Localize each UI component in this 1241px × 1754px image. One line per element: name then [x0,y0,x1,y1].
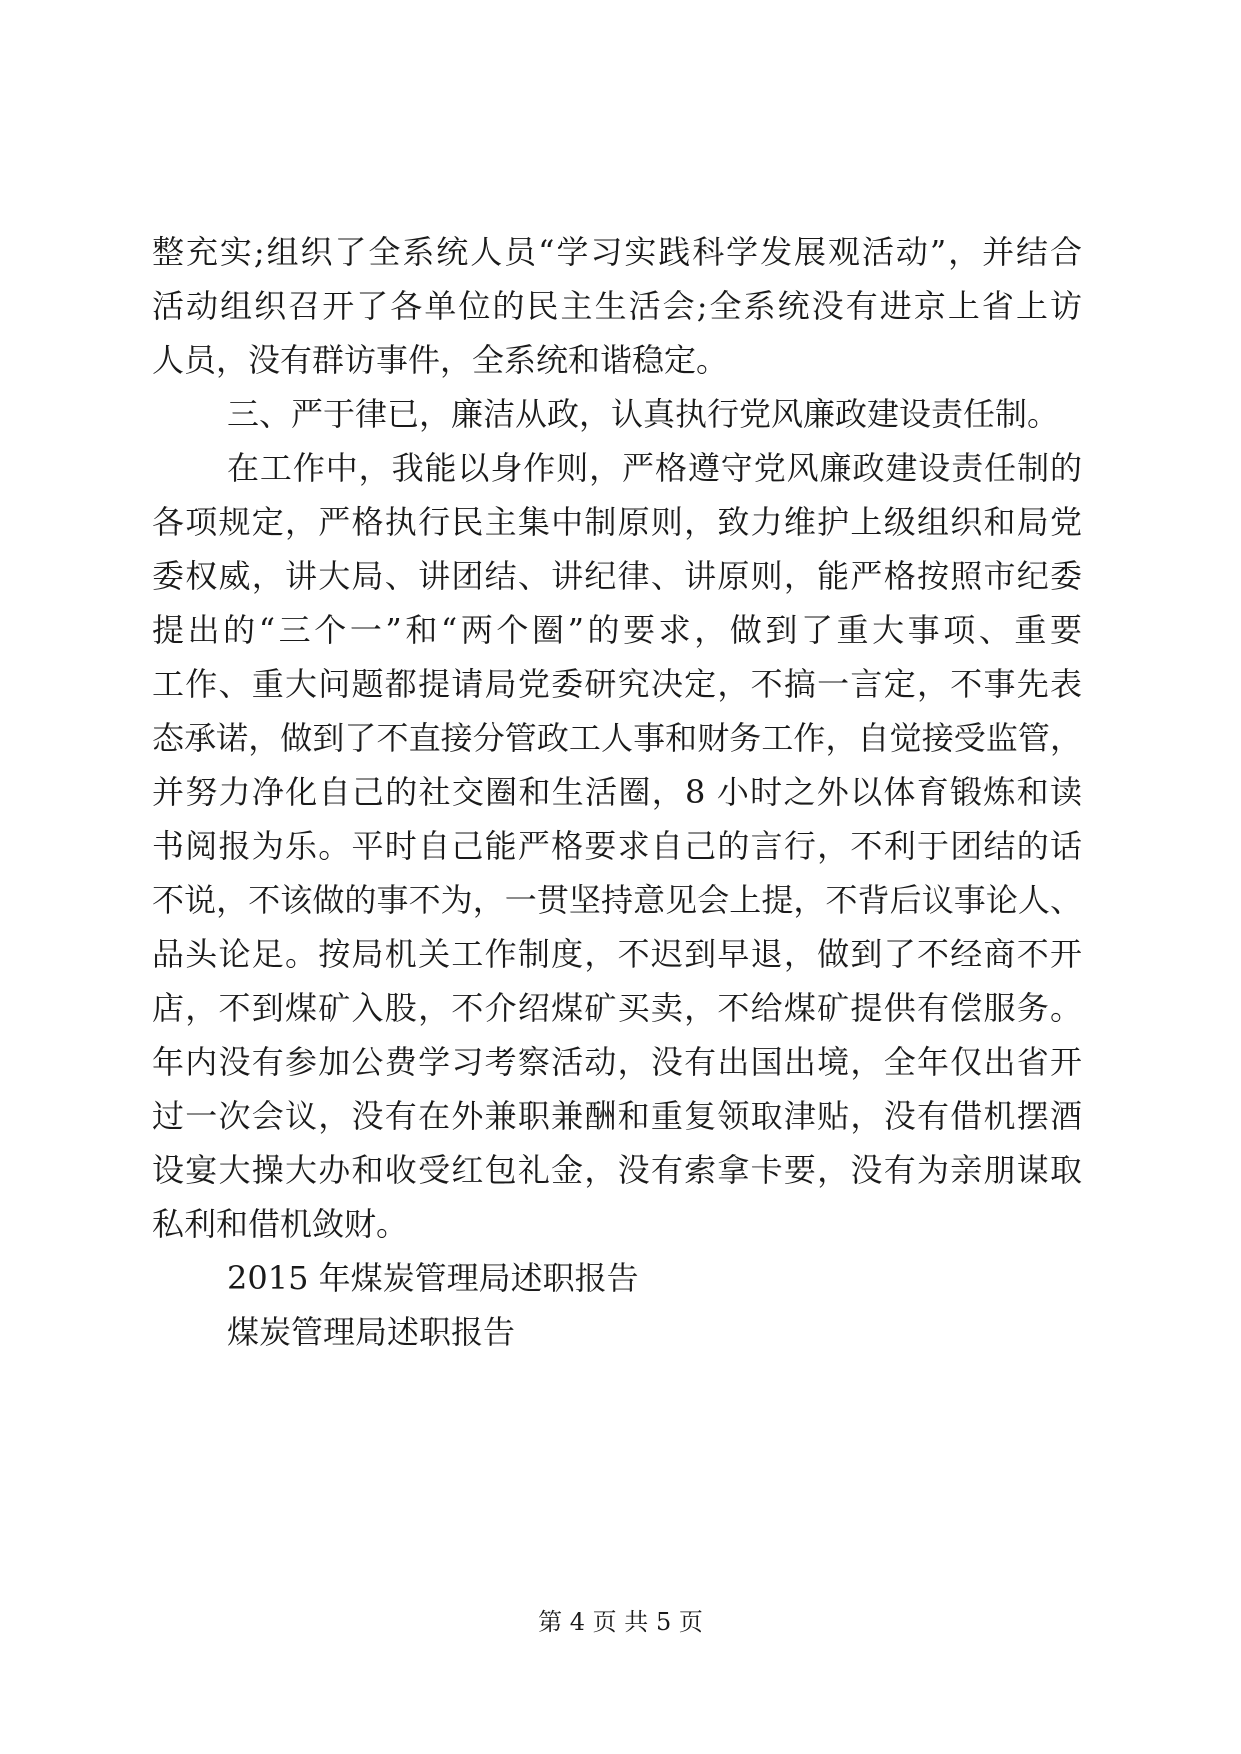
paragraph-line: 品头论足。按局机关工作制度，不迟到早退，做到了不经商不开 [152,935,1082,973]
paragraph-line: 活动组织召开了各单位的民主生活会;全系统没有进京上省上访 [152,287,1082,325]
page-number-footer: 第 4 页 共 5 页 [538,1608,703,1636]
paragraph-line: 整充实;组织了全系统人员“学习实践科学发展观活动”，并结合 [152,233,1082,271]
document-title-line: 2015 年煤炭管理局述职报告 [227,1259,639,1297]
paragraph-line: 工作、重大问题都提请局党委研究决定，不搞一言定，不事先表 [152,665,1082,703]
paragraph-line: 过一次会议，没有在外兼职兼酬和重复领取津贴，没有借机摆酒 [152,1097,1082,1135]
paragraph-line: 各项规定，严格执行民主集中制原则，致力维护上级组织和局党 [152,503,1082,541]
paragraph-line: 私利和借机敛财。 [152,1205,409,1243]
paragraph-line: 书阅报为乐。平时自己能严格要求自己的言行，不利于团结的话 [152,827,1082,865]
section-heading: 三、严于律已，廉洁从政，认真执行党风廉政建设责任制。 [227,395,1060,433]
paragraph-line: 态承诺，做到了不直接分管政工人事和财务工作，自觉接受监管， [152,719,1082,757]
document-subtitle-line: 煤炭管理局述职报告 [227,1313,516,1351]
paragraph-line: 设宴大操大办和收受红包礼金，没有索拿卡要，没有为亲朋谋取 [152,1151,1082,1189]
paragraph-line: 人员，没有群访事件，全系统和谐稳定。 [152,341,729,379]
paragraph-line: 并努力净化自己的社交圈和生活圈，8 小时之外以体育锻炼和读 [152,773,1082,811]
document-body [152,225,1082,1359]
paragraph-line: 在工作中，我能以身作则，严格遵守党风廉政建设责任制的 [227,449,1082,487]
paragraph-line: 店，不到煤矿入股，不介绍煤矿买卖，不给煤矿提供有偿服务。 [152,989,1082,1027]
paragraph-line: 不说，不该做的事不为，一贯坚持意见会上提，不背后议事论人、 [152,881,1082,919]
paragraph-line: 委权威，讲大局、讲团结、讲纪律、讲原则，能严格按照市纪委 [152,557,1082,595]
paragraph-line: 年内没有参加公费学习考察活动，没有出国出境，全年仅出省开 [152,1043,1082,1081]
paragraph-line: 提出的“三个一”和“两个圈”的要求，做到了重大事项、重要 [152,611,1082,649]
